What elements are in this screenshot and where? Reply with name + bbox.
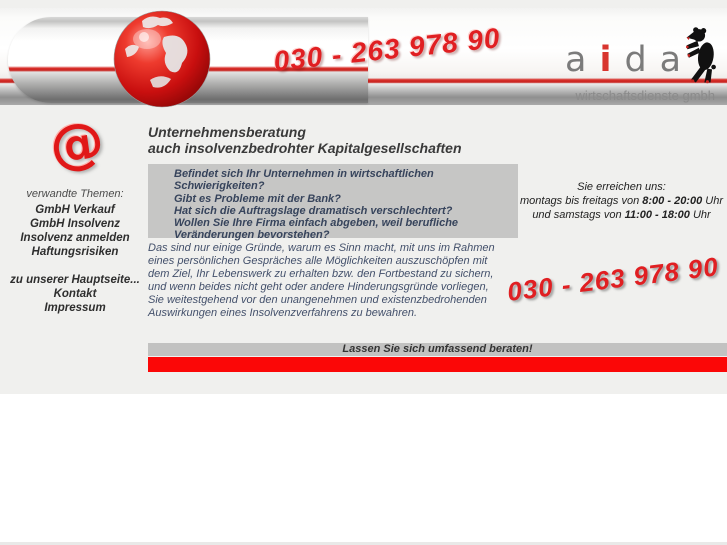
sidebar-link-haftungsrisiken[interactable]: Haftungsrisiken [31,246,119,258]
intro-paragraph: Das sind nur einige Gründe, warum es Sinn macht, mit uns im Rahmen eines persönlichen Gespräches alle Möglichkeiten auszuschöpfen mit dem Ziel, Ihr Lebenswerk zu erhalten bzw. den Fortbestand zu sichern, und wenn beides nicht geht oder andere Hinderungsgründe vorliegen, Sie weitestgehend vor den unangenehmen und existenzbedrohenden Auswirkungen eines Insolvenzverfahrens zu bewahren. [148,242,495,319]
question-item: Gibt es Probleme mit der Bank? [174,192,341,205]
weekday-prefix: montags bis freitags von [519,195,643,207]
globe-icon [112,9,212,109]
cta-red-bar [148,357,727,372]
weekday-hours-value: 8:00 - 20:00 [642,195,703,207]
header-phone-number: 030 - 263 978 90 [272,22,502,77]
company-logo[interactable] [561,32,721,104]
contact-saturday-hours [516,208,727,222]
question-item: Wollen Sie Ihre Firma einfach abgeben, weil berufliche Veränderungen bevorstehen? [174,217,459,242]
related-topics-label: verwandte Themen: [26,188,124,200]
page-title-line1: Unternehmensberatung [148,124,306,140]
saturday-hours-value: 11:00 - 18:00 [624,209,690,221]
weekday-suffix: Uhr [702,195,723,207]
sidebar-link-gmbh-verkauf[interactable]: GmbH Verkauf [35,204,115,216]
question-item: Befindet sich Ihr Unternehmen in wirtschaftlichen Schwierigkeiten? [174,168,434,193]
logo-wordmark [565,40,694,80]
saturday-suffix: Uhr [689,209,711,221]
at-icon: @ [45,108,108,179]
contact-hours [516,180,727,222]
questions-box [148,164,518,242]
content-phone-number: 030 - 263 978 90 [505,251,721,307]
logo-subtitle: wirtschaftsdienste gmbh [575,88,715,103]
logo-letter: a [565,40,587,80]
sidebar-spacer [0,259,150,273]
cta-banner[interactable] [148,343,727,372]
contact-weekday-hours [516,194,727,208]
header-banner [0,8,727,105]
cta-banner-text[interactable]: Lassen Sie sich umfassend beraten! [148,343,727,356]
page-title [148,124,548,156]
question-item: Hat sich die Auftragslage dramatisch verschlechtert? [174,204,453,217]
sidebar-link-insolvenz-anmelden[interactable]: Insolvenz anmelden [20,232,130,244]
sidebar-link-impressum[interactable]: Impressum [44,302,106,314]
logo-letter: a [659,40,682,80]
berlin-bear-icon [685,26,719,88]
logo-letter: d [624,40,647,80]
logo-letter-i: i [599,40,612,80]
saturday-prefix: und samstags von [532,209,625,221]
sidebar-link-kontakt[interactable]: Kontakt [53,288,97,300]
page-title-line2: auch insolvenzbedrohter Kapitalgesellschaften [148,140,462,156]
sidebar-link-gmbh-insolvenz[interactable]: GmbH Insolvenz [29,218,121,230]
sidebar [0,188,150,315]
contact-reach-us-label: Sie erreichen uns: [577,181,666,193]
sidebar-link-hauptseite[interactable]: zu unserer Hauptseite... [10,274,140,286]
